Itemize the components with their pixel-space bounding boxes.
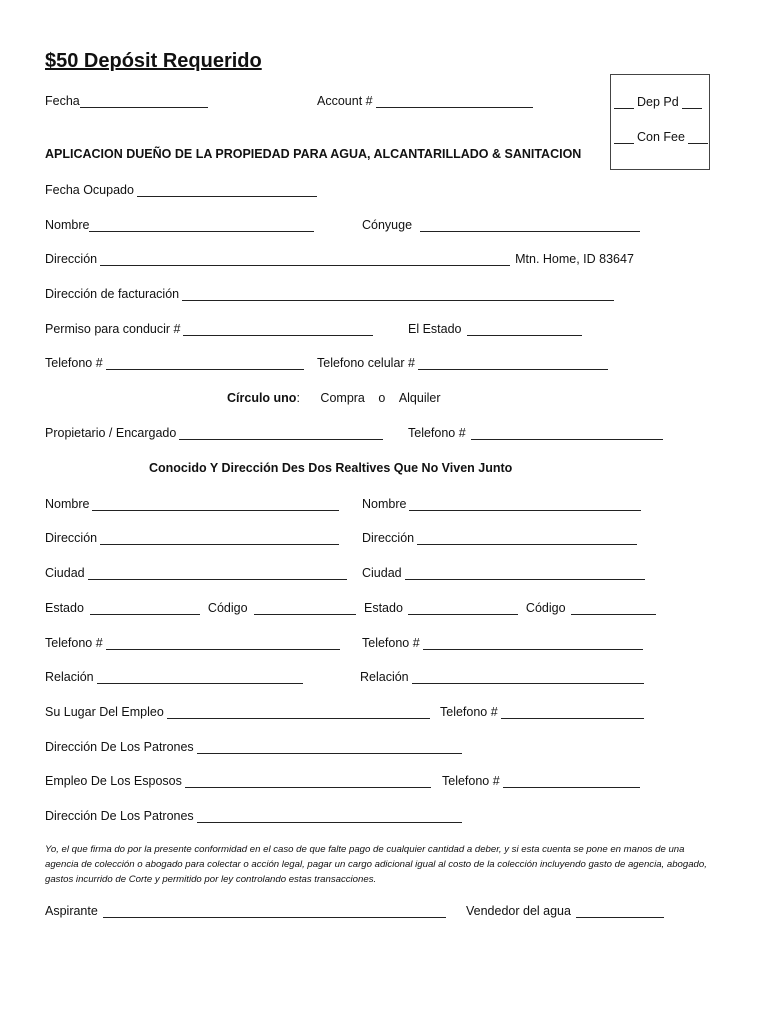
rel1-nombre-field	[45, 497, 339, 511]
circulo-uno-label: Círculo uno	[227, 391, 297, 405]
fecha-field	[45, 94, 208, 108]
vendedor-field	[466, 904, 664, 918]
form-title: $50 Depósit Requerido	[45, 50, 262, 72]
fecha-label: Fecha	[45, 94, 80, 108]
rel1-ciudad-field	[45, 566, 347, 580]
account-field	[317, 94, 533, 108]
rel2-relacion-input-line[interactable]	[412, 671, 644, 684]
rel2-codigo-input-line[interactable]	[571, 602, 656, 615]
esposos-telefono-input-line[interactable]	[503, 775, 640, 788]
direccion-label: Dirección	[45, 252, 98, 266]
alquiler-option[interactable]: Alquiler	[398, 391, 441, 405]
esposos-telefono-label: Telefono #	[442, 774, 500, 788]
rel1-relacion-field	[45, 670, 303, 684]
rel1-estado-field	[45, 601, 356, 615]
propietario-label: Propietario / Encargado	[45, 426, 177, 440]
fecha-input-line[interactable]	[80, 95, 208, 108]
fecha-ocupado-label: Fecha Ocupado	[45, 183, 134, 197]
empleo-esposos-field	[45, 774, 431, 788]
rel1-direccion-label: Dirección	[45, 531, 98, 545]
dep-pd-label: Dep Pd	[637, 95, 679, 109]
permiso-label: Permiso para conducir #	[45, 322, 181, 336]
rel1-estado-input-line[interactable]	[90, 602, 200, 615]
conyuge-label: Cónyuge	[362, 218, 413, 232]
rel1-telefono-input-line[interactable]	[106, 637, 340, 650]
city-zip-label: Mtn. Home, ID 83647	[515, 252, 634, 266]
rel2-nombre-input-line[interactable]	[409, 498, 641, 511]
telefono-prop-label: Telefono #	[408, 426, 466, 440]
direccion-patrones-field	[45, 740, 462, 754]
rel1-codigo-label: Código	[207, 601, 248, 615]
rel2-ciudad-label: Ciudad	[362, 566, 402, 580]
compra-option[interactable]: Compra	[320, 391, 365, 405]
conyuge-field	[362, 218, 640, 232]
rel1-relacion-label: Relación	[45, 670, 94, 684]
rel1-codigo-input-line[interactable]	[254, 602, 356, 615]
rel1-nombre-label: Nombre	[45, 497, 90, 511]
aspirante-field	[45, 904, 446, 918]
rel2-telefono-label: Telefono #	[362, 636, 420, 650]
el-estado-input-line[interactable]	[467, 323, 582, 336]
direccion-patrones-label: Dirección De Los Patrones	[45, 740, 194, 754]
rel2-nombre-label: Nombre	[362, 497, 407, 511]
rel2-relacion-field	[360, 670, 644, 684]
con-fee-line-before[interactable]	[614, 131, 634, 144]
rel1-direccion-input-line[interactable]	[100, 532, 339, 545]
fecha-ocupado-input-line[interactable]	[137, 184, 317, 197]
empleo-telefono-input-line[interactable]	[501, 706, 644, 719]
disclaimer-text: Yo, el que firma do por la presente conformidad en el caso de que falte pago de cualquier cantidad a deber, y si esta cuenta se pone en manos de una agencia de colección o abogado para colectar o acción legal, pagar un cargo adicional igual al costo de la colección incluyendo gasto de agencia, abogado, gastos incurrido de Corte y permitido por ley controlando estas transacciones.	[45, 844, 707, 885]
lugar-empleo-label: Su Lugar Del Empleo	[45, 705, 164, 719]
con-fee-row	[614, 130, 708, 144]
direccion-patrones-input-line[interactable]	[197, 741, 462, 754]
el-estado-label: El Estado	[408, 322, 462, 336]
vendedor-signature-line[interactable]	[576, 905, 664, 918]
rel1-relacion-input-line[interactable]	[97, 671, 303, 684]
direccion-patrones2-field	[45, 809, 462, 823]
aspirante-label: Aspirante	[45, 904, 98, 918]
direccion-patrones2-input-line[interactable]	[197, 810, 462, 823]
rel2-estado-field	[364, 601, 656, 615]
direccion-facturacion-field	[45, 287, 614, 301]
empleo-telefono-field	[440, 705, 644, 719]
rel2-direccion-field	[362, 531, 637, 545]
dep-pd-line-after[interactable]	[682, 96, 702, 109]
vendedor-label: Vendedor del agua	[466, 904, 571, 918]
account-input-line[interactable]	[376, 95, 533, 108]
esposos-telefono-field	[442, 774, 640, 788]
telefono-label: Telefono #	[45, 356, 103, 370]
dep-pd-line-before[interactable]	[614, 96, 634, 109]
rel2-ciudad-field	[362, 566, 645, 580]
dep-pd-row	[614, 95, 702, 109]
rel1-direccion-field	[45, 531, 339, 545]
rel1-nombre-input-line[interactable]	[92, 498, 339, 511]
fecha-ocupado-field	[45, 183, 317, 197]
rel2-direccion-input-line[interactable]	[417, 532, 637, 545]
con-fee-line-after[interactable]	[688, 131, 708, 144]
telefono-prop-input-line[interactable]	[471, 427, 663, 440]
circulo-uno-colon: :	[296, 391, 300, 405]
rel2-telefono-field	[362, 636, 643, 650]
telefono-field	[45, 356, 304, 370]
nombre-field	[45, 218, 314, 232]
propietario-field	[45, 426, 383, 440]
rel2-estado-label: Estado	[364, 601, 403, 615]
telefono-prop-field	[408, 426, 663, 440]
rel2-direccion-label: Dirección	[362, 531, 415, 545]
con-fee-label: Con Fee	[637, 130, 685, 144]
nombre-label: Nombre	[45, 218, 90, 232]
empleo-telefono-label: Telefono #	[440, 705, 498, 719]
aspirante-signature-line[interactable]	[103, 905, 446, 918]
empleo-esposos-input-line[interactable]	[185, 775, 431, 788]
permiso-field	[45, 322, 373, 336]
rel1-telefono-field	[45, 636, 340, 650]
rel2-ciudad-input-line[interactable]	[405, 567, 645, 580]
direccion-facturacion-label: Dirección de facturación	[45, 287, 180, 301]
direccion-facturacion-input-line[interactable]	[182, 288, 614, 301]
lugar-empleo-field	[45, 705, 430, 719]
rel1-telefono-label: Telefono #	[45, 636, 103, 650]
rel2-nombre-field	[362, 497, 641, 511]
rel1-estado-label: Estado	[45, 601, 84, 615]
rel2-estado-input-line[interactable]	[408, 602, 518, 615]
rel2-relacion-label: Relación	[360, 670, 409, 684]
rel2-telefono-input-line[interactable]	[423, 637, 643, 650]
permiso-input-line[interactable]	[183, 323, 373, 336]
account-label: Account #	[317, 94, 373, 108]
telefono-celular-label: Telefono celular #	[317, 356, 415, 370]
o-separator: o	[378, 391, 386, 405]
rel2-codigo-label: Código	[525, 601, 566, 615]
direccion-field	[45, 252, 634, 266]
rel1-ciudad-input-line[interactable]	[88, 567, 347, 580]
nombre-input-line[interactable]	[89, 219, 314, 232]
direccion-patrones2-label: Dirección De Los Patrones	[45, 809, 194, 823]
conyuge-input-line[interactable]	[420, 219, 640, 232]
relatives-heading: Conocido Y Dirección Des Dos Realtives Que No Viven Junto	[149, 461, 513, 475]
office-use-box	[610, 74, 710, 170]
telefono-input-line[interactable]	[106, 357, 304, 370]
telefono-celular-input-line[interactable]	[418, 357, 608, 370]
empleo-esposos-label: Empleo De Los Esposos	[45, 774, 182, 788]
telefono-celular-field	[317, 356, 608, 370]
direccion-input-line[interactable]	[100, 253, 510, 266]
rel1-ciudad-label: Ciudad	[45, 566, 85, 580]
application-heading: APLICACION DUEÑO DE LA PROPIEDAD PARA AGUA, ALCANTARILLADO & SANITACION	[45, 147, 582, 161]
propietario-input-line[interactable]	[179, 427, 383, 440]
lugar-empleo-input-line[interactable]	[167, 706, 430, 719]
el-estado-field	[408, 322, 582, 336]
circulo-uno-row	[227, 391, 441, 405]
